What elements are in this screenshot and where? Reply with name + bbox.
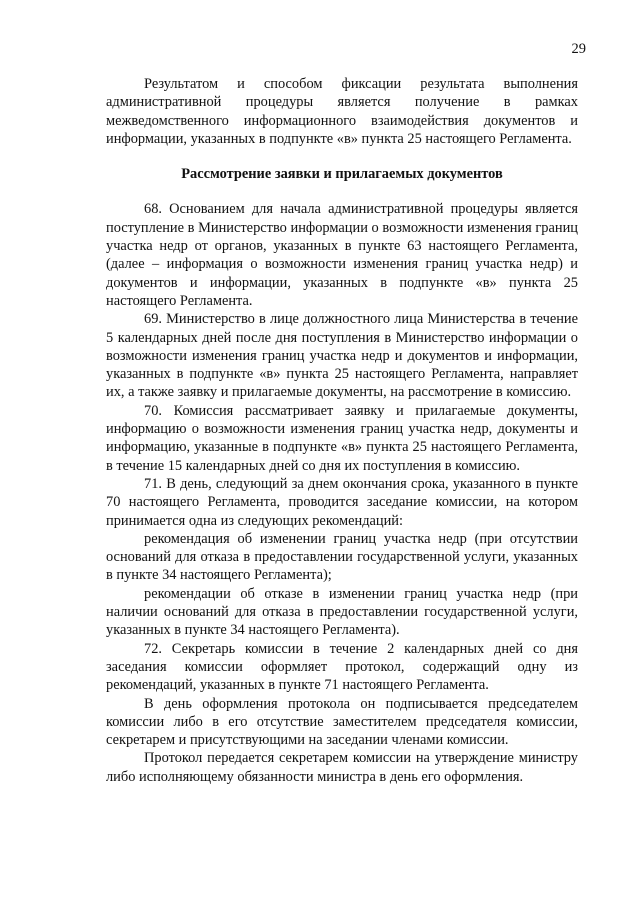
paragraph-72: 72. Секретарь комиссии в течение 2 календарных дней со дня заседания комиссии оформляет протокол, содержащий одну из рекомендаций, указанных в пункте 71 настоящего Регламента. (106, 640, 578, 694)
paragraph-protocol-signing: В день оформления протокола он подписывается председателем комиссии либо в его отсутствие заместителем председателя комиссии, секретарем и присутствующими на заседании членами комиссии. (106, 695, 578, 749)
paragraph-protocol-transfer: Протокол передается секретарем комиссии на утверждение министру либо исполняющему обязанности министра в день его оформления. (106, 750, 578, 785)
paragraph-71: 71. В день, следующий за днем окончания срока, указанного в пункте 70 настоящего Регламента, проводится заседание комиссии, на котором принимается одна из следующих рекомендаций: (106, 475, 578, 529)
paragraph-70: 70. Комиссия рассматривает заявку и прилагаемые документы, информацию о возможности изменения границ участка недр, документы и информацию, указанные в подпункте «в» пункта 25 настоящего Регламента, в течение 15 календарных дней со дня их поступления в комиссию. (106, 402, 578, 474)
page-number: 29 (571, 41, 586, 57)
document-body (106, 75, 578, 786)
intro-paragraph: Результатом и способом фиксации результата выполнения административной процедуры является получение в рамках межведомственного информационного взаимодействия документов и информации, указанных в подпункте «в» пункта 25 настоящего Регламента. (106, 76, 578, 147)
paragraph-68: 68. Основанием для начала административной процедуры является поступление в Министерство информации о возможности изменения границ участка недр от органов, указанных в пункте 63 настоящего Регламента, (далее – информация о возможности изменения границ участка недр) и документов и информации, указанных в подпункте «в» пункта 25 настоящего Регламента. (106, 201, 578, 309)
section-title: Рассмотрение заявки и прилагаемых документов (181, 166, 503, 183)
paragraph-71-option-2: рекомендации об отказе в изменении границ участка недр (при наличии оснований для отказа в предоставлении государственной услуги, указанных в пункте 34 настоящего Регламента). (106, 585, 578, 639)
paragraph-71-option-1: рекомендация об изменении границ участка недр (при отсутствии оснований для отказа в предоставлении государственной услуги, указанных в пункте 34 настоящего Регламента); (106, 530, 578, 584)
paragraph-69: 69. Министерство в лице должностного лица Министерства в течение 5 календарных дней после дня поступления в Министерство информации о возможности изменения границ участка недр и документов и информации, указанных в подпункте «в» пункта 25 настоящего Регламента, направляет их, а также заявку и прилагаемые документы, на рассмотрение в комиссию. (106, 311, 578, 401)
